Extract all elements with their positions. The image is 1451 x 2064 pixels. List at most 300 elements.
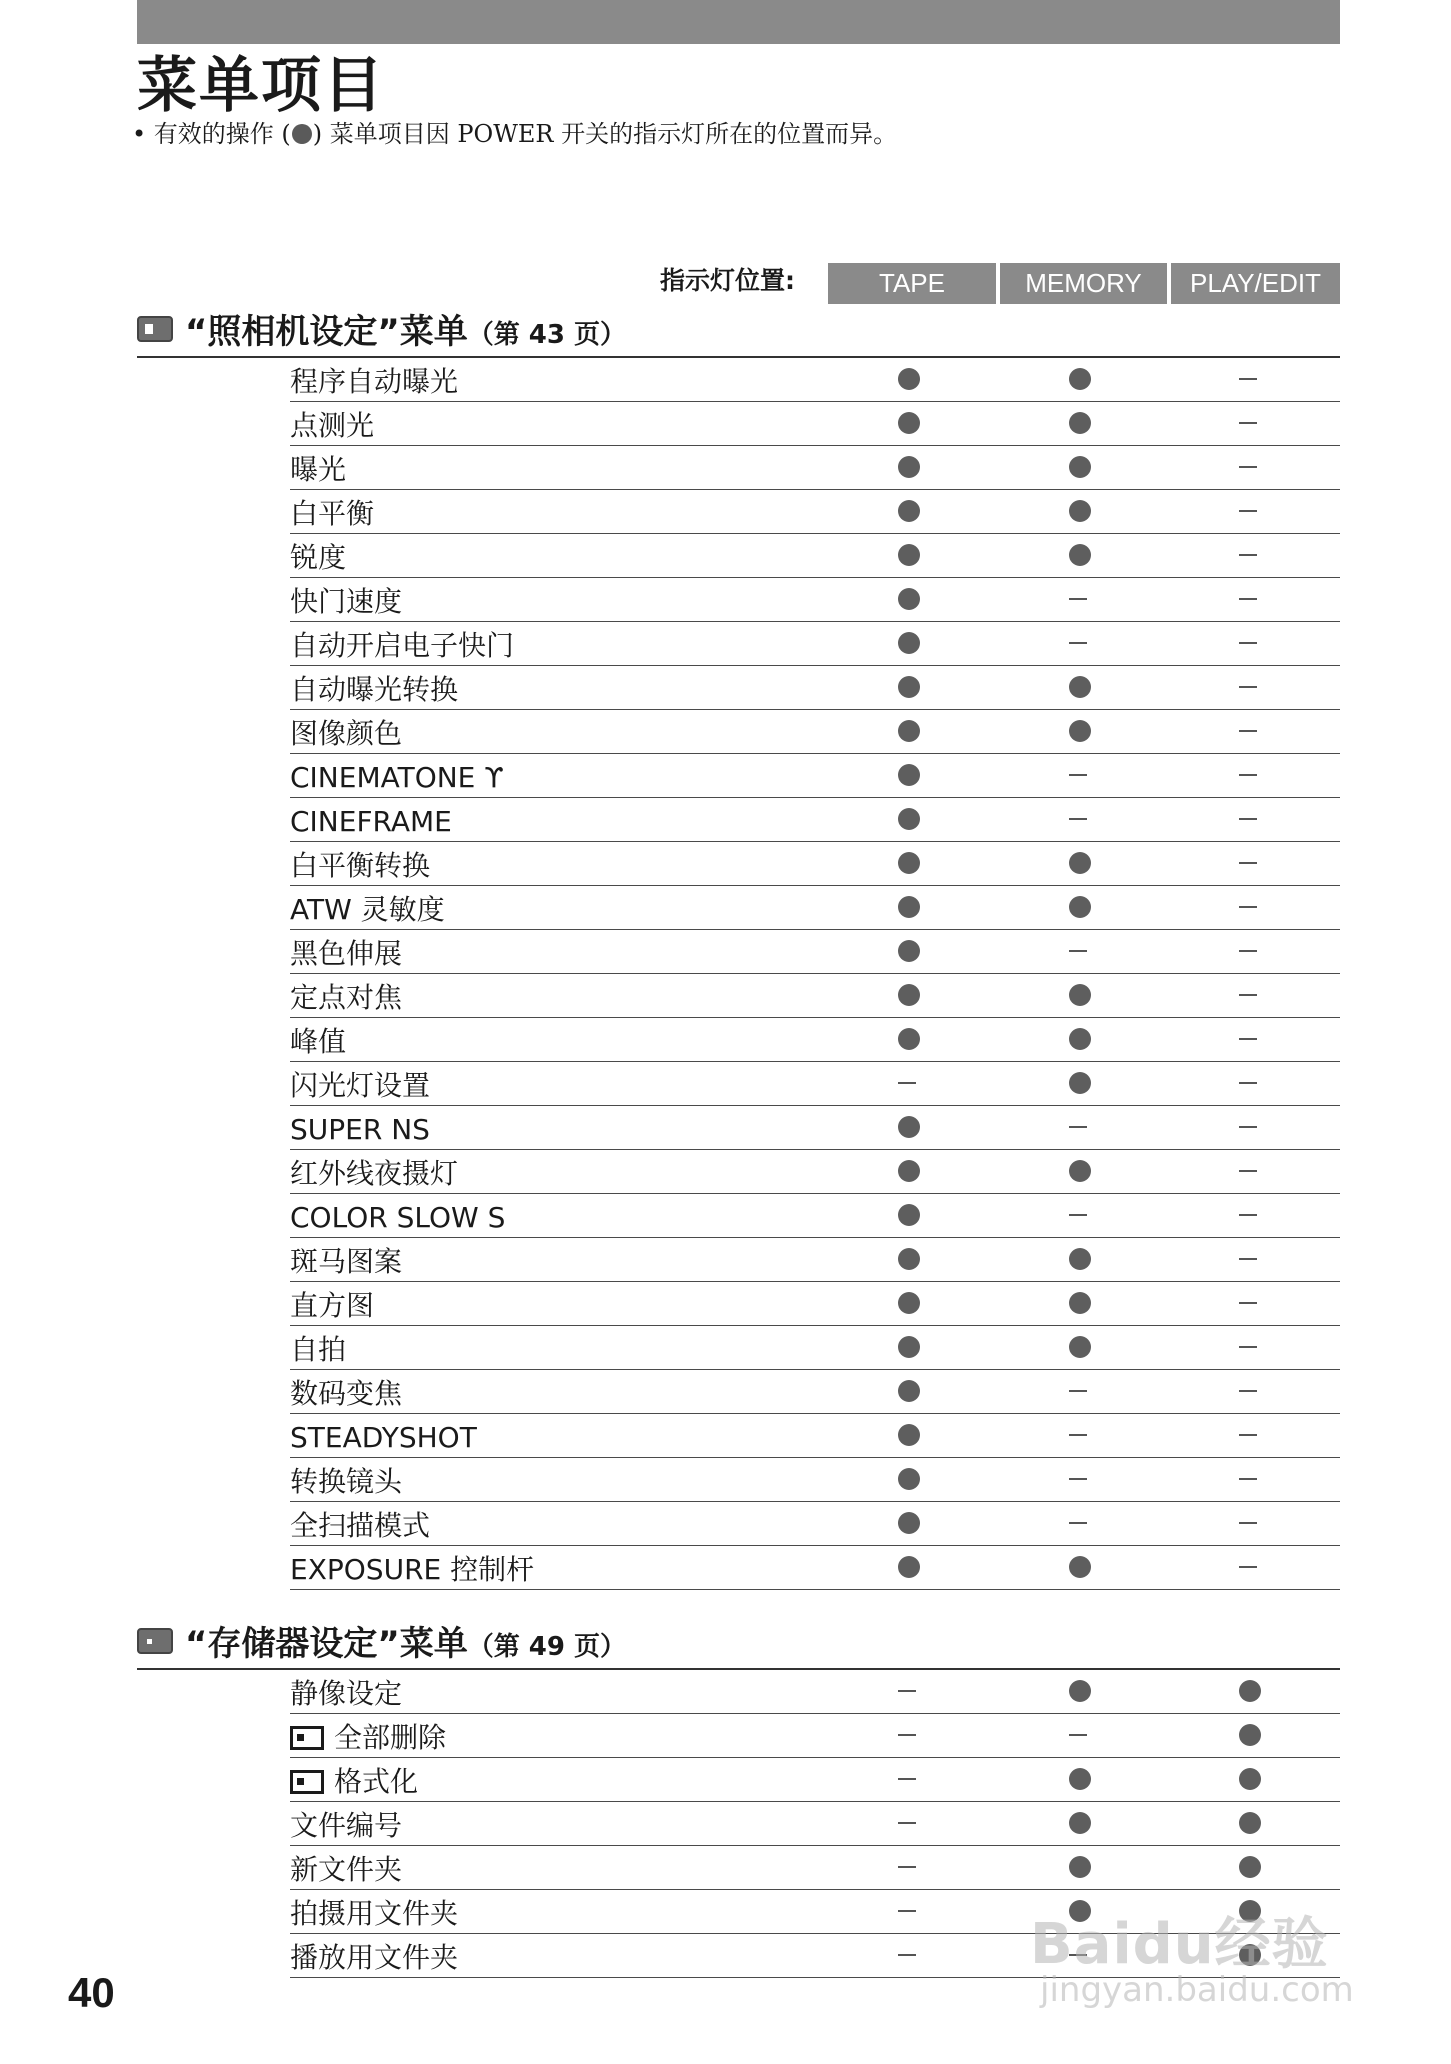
mark-cell-tape bbox=[878, 358, 938, 402]
menu-row bbox=[290, 1846, 1340, 1890]
menu-item-label bbox=[290, 937, 402, 971]
mark-cell-play-edit bbox=[1219, 1370, 1279, 1414]
unavailable-dash-icon bbox=[1239, 642, 1257, 644]
available-dot-icon bbox=[898, 632, 920, 654]
menu-item-text: 斑马图案 bbox=[290, 1245, 403, 1278]
unavailable-dash-icon bbox=[1239, 1038, 1257, 1040]
menu-row bbox=[290, 1062, 1340, 1106]
menu-row bbox=[290, 842, 1340, 886]
available-dot-icon bbox=[1069, 368, 1091, 390]
menu-row bbox=[290, 754, 1340, 798]
mark-cell-play-edit bbox=[1219, 1758, 1279, 1802]
unavailable-dash-icon bbox=[1069, 598, 1087, 600]
unavailable-dash-icon bbox=[1239, 422, 1257, 424]
menu-item-label bbox=[290, 761, 504, 795]
mark-cell-memory bbox=[1049, 1282, 1109, 1326]
mark-cell-memory bbox=[1049, 358, 1109, 402]
menu-item-text: 新文件夹 bbox=[290, 1853, 403, 1886]
mark-cell-memory bbox=[1049, 1062, 1109, 1106]
unavailable-dash-icon bbox=[898, 1866, 916, 1868]
mark-cell-tape bbox=[878, 402, 938, 446]
memory-card-icon bbox=[290, 1770, 324, 1794]
mark-cell-memory bbox=[1049, 622, 1109, 666]
section-title-text: “照相机设定”菜单 bbox=[185, 312, 468, 352]
unavailable-dash-icon bbox=[898, 1954, 916, 1956]
mark-cell-memory bbox=[1049, 578, 1109, 622]
intro-note bbox=[132, 118, 897, 150]
mark-cell-tape bbox=[878, 886, 938, 930]
menu-row bbox=[290, 622, 1340, 666]
mark-cell-memory bbox=[1049, 798, 1109, 842]
available-dot-icon bbox=[898, 808, 920, 830]
menu-item-label bbox=[290, 805, 452, 839]
available-dot-icon bbox=[1069, 1292, 1091, 1314]
unavailable-dash-icon bbox=[1239, 466, 1257, 468]
camera-icon bbox=[137, 316, 173, 342]
mark-cell-tape bbox=[878, 1150, 938, 1194]
menu-item-label bbox=[290, 1157, 458, 1191]
mark-cell-tape bbox=[878, 1326, 938, 1370]
available-dot-icon bbox=[898, 676, 920, 698]
unavailable-dash-icon bbox=[1069, 774, 1087, 776]
mark-cell-memory bbox=[1049, 534, 1109, 578]
unavailable-dash-icon bbox=[1239, 1082, 1257, 1084]
menu-item-text: STEADYSHOT bbox=[290, 1421, 477, 1454]
available-dot-icon bbox=[1069, 1072, 1091, 1094]
unavailable-dash-icon bbox=[1069, 1126, 1087, 1128]
menu-item-text: 黑色伸展 bbox=[290, 937, 403, 970]
menu-item-text: CINEFRAME bbox=[290, 805, 452, 838]
available-dot-icon bbox=[1239, 1724, 1261, 1746]
unavailable-dash-icon bbox=[1239, 774, 1257, 776]
menu-item-label bbox=[290, 629, 514, 663]
menu-item-label bbox=[290, 1377, 402, 1411]
unavailable-dash-icon bbox=[898, 1734, 916, 1736]
menu-item-text: 转换镜头 bbox=[290, 1465, 403, 1498]
mark-cell-play-edit bbox=[1219, 1458, 1279, 1502]
menu-item-label bbox=[290, 849, 430, 883]
mark-cell-play-edit bbox=[1219, 534, 1279, 578]
available-dot-icon bbox=[898, 456, 920, 478]
available-dot-icon bbox=[898, 1512, 920, 1534]
menu-row bbox=[290, 578, 1340, 622]
available-dot-icon bbox=[898, 1292, 920, 1314]
menu-row bbox=[290, 1502, 1340, 1546]
menu-item-text: 闪光灯设置 bbox=[290, 1069, 431, 1102]
available-dot-icon bbox=[1239, 1812, 1261, 1834]
menu-item-text: 白平衡转换 bbox=[290, 849, 431, 882]
menu-item-text: 直方图 bbox=[290, 1289, 375, 1322]
mark-cell-play-edit bbox=[1219, 710, 1279, 754]
available-dot-icon bbox=[898, 1556, 920, 1578]
unavailable-dash-icon bbox=[1239, 598, 1257, 600]
mark-cell-tape bbox=[878, 974, 938, 1018]
available-dot-icon bbox=[1069, 1336, 1091, 1358]
menu-item-label bbox=[290, 1941, 458, 1975]
dot-icon bbox=[292, 124, 312, 144]
menu-row bbox=[290, 666, 1340, 710]
unavailable-dash-icon bbox=[1239, 994, 1257, 996]
menu-item-label bbox=[290, 585, 402, 619]
mark-cell-tape bbox=[878, 578, 938, 622]
unavailable-dash-icon bbox=[1239, 1170, 1257, 1172]
available-dot-icon bbox=[898, 720, 920, 742]
mark-cell-play-edit bbox=[1219, 1018, 1279, 1062]
menu-item-text: 自动开启电子快门 bbox=[290, 629, 515, 662]
mark-cell-tape bbox=[878, 1670, 938, 1714]
section-header bbox=[137, 308, 1340, 358]
unavailable-dash-icon bbox=[1239, 1478, 1257, 1480]
mark-cell-tape bbox=[878, 1890, 938, 1934]
menu-row bbox=[290, 1370, 1340, 1414]
mark-cell-tape bbox=[878, 1106, 938, 1150]
menu-row bbox=[290, 1018, 1340, 1062]
mark-cell-memory bbox=[1049, 1758, 1109, 1802]
mark-cell-memory bbox=[1049, 710, 1109, 754]
mark-cell-tape bbox=[878, 1802, 938, 1846]
available-dot-icon bbox=[1069, 1556, 1091, 1578]
unavailable-dash-icon bbox=[1239, 510, 1257, 512]
available-dot-icon bbox=[1069, 456, 1091, 478]
menu-item-text: 自动曝光转换 bbox=[290, 673, 459, 706]
mark-cell-tape bbox=[878, 1458, 938, 1502]
menu-item-text: COLOR SLOW S bbox=[290, 1201, 506, 1234]
mark-cell-tape bbox=[878, 1846, 938, 1890]
unavailable-dash-icon bbox=[1239, 1302, 1257, 1304]
menu-item-text: 文件编号 bbox=[290, 1809, 403, 1842]
mark-cell-memory bbox=[1049, 1714, 1109, 1758]
unavailable-dash-icon bbox=[1069, 818, 1087, 820]
menu-item-label bbox=[290, 1289, 374, 1323]
unavailable-dash-icon bbox=[1239, 818, 1257, 820]
mark-cell-memory bbox=[1049, 1150, 1109, 1194]
menu-item-label bbox=[290, 1113, 430, 1147]
unavailable-dash-icon bbox=[898, 1778, 916, 1780]
mark-cell-tape bbox=[878, 490, 938, 534]
menu-item-text: 白平衡 bbox=[290, 497, 375, 530]
available-dot-icon bbox=[1069, 852, 1091, 874]
mark-cell-tape bbox=[878, 446, 938, 490]
menu-item-label bbox=[290, 1809, 402, 1843]
menu-row bbox=[290, 402, 1340, 446]
section-title bbox=[185, 1622, 626, 1669]
menu-item-text: CINEMATONE ϒ bbox=[290, 761, 504, 794]
mark-cell-tape bbox=[878, 1714, 938, 1758]
menu-item-text: 快门速度 bbox=[290, 585, 403, 618]
available-dot-icon bbox=[1239, 1856, 1261, 1878]
available-dot-icon bbox=[898, 1336, 920, 1358]
menu-item-text: 全扫描模式 bbox=[290, 1509, 431, 1542]
available-dot-icon bbox=[898, 1028, 920, 1050]
menu-item-text: 自拍 bbox=[290, 1333, 347, 1366]
unavailable-dash-icon bbox=[1239, 1390, 1257, 1392]
unavailable-dash-icon bbox=[898, 1822, 916, 1824]
available-dot-icon bbox=[1069, 1768, 1091, 1790]
menu-item-label bbox=[290, 1421, 477, 1455]
mark-cell-memory bbox=[1049, 446, 1109, 490]
menu-item-label bbox=[290, 1245, 402, 1279]
mark-cell-memory bbox=[1049, 1370, 1109, 1414]
available-dot-icon bbox=[898, 1468, 920, 1490]
unavailable-dash-icon bbox=[1239, 554, 1257, 556]
unavailable-dash-icon bbox=[1239, 950, 1257, 952]
intro-note-suffix: ) 菜单项目因 POWER 开关的指示灯所在的位置而异。 bbox=[312, 120, 898, 148]
menu-item-label bbox=[290, 365, 458, 399]
watermark bbox=[1030, 1900, 1354, 2020]
mark-cell-tape bbox=[878, 754, 938, 798]
mark-cell-tape bbox=[878, 1238, 938, 1282]
menu-item-text: 拍摄用文件夹 bbox=[290, 1897, 459, 1930]
menu-row bbox=[290, 974, 1340, 1018]
menu-item-text: 图像颜色 bbox=[290, 717, 403, 750]
available-dot-icon bbox=[1069, 1028, 1091, 1050]
unavailable-dash-icon bbox=[1069, 1734, 1087, 1736]
mark-cell-play-edit bbox=[1219, 842, 1279, 886]
available-dot-icon bbox=[1069, 1160, 1091, 1182]
section-page-ref: （第 49 页） bbox=[467, 1632, 626, 1662]
mark-cell-memory bbox=[1049, 1502, 1109, 1546]
mark-cell-play-edit bbox=[1219, 1546, 1279, 1590]
mode-header-play-edit: PLAY/EDIT bbox=[1171, 263, 1340, 304]
mark-cell-tape bbox=[878, 1934, 938, 1978]
menu-item-text: ATW 灵敏度 bbox=[290, 893, 445, 926]
menu-row bbox=[290, 798, 1340, 842]
unavailable-dash-icon bbox=[1069, 950, 1087, 952]
menu-row bbox=[290, 1458, 1340, 1502]
unavailable-dash-icon bbox=[1069, 1390, 1087, 1392]
menu-row bbox=[290, 1714, 1340, 1758]
mark-cell-tape bbox=[878, 842, 938, 886]
mark-cell-memory bbox=[1049, 754, 1109, 798]
menu-item-text: 红外线夜摄灯 bbox=[290, 1157, 459, 1190]
mark-cell-play-edit bbox=[1219, 1414, 1279, 1458]
available-dot-icon bbox=[1069, 984, 1091, 1006]
menu-item-text: 曝光 bbox=[290, 453, 347, 486]
available-dot-icon bbox=[1069, 1680, 1091, 1702]
available-dot-icon bbox=[1069, 896, 1091, 918]
watermark-url: jingyan.baidu.com bbox=[1040, 1970, 1354, 2010]
available-dot-icon bbox=[898, 764, 920, 786]
menu-row bbox=[290, 1758, 1340, 1802]
page-number: 40 bbox=[68, 1969, 115, 2016]
menu-row bbox=[290, 1150, 1340, 1194]
memory-card-icon bbox=[137, 1628, 173, 1654]
mark-cell-memory bbox=[1049, 842, 1109, 886]
unavailable-dash-icon bbox=[1239, 906, 1257, 908]
mark-cell-memory bbox=[1049, 1458, 1109, 1502]
available-dot-icon bbox=[898, 1424, 920, 1446]
mark-cell-memory bbox=[1049, 1802, 1109, 1846]
menu-row bbox=[290, 446, 1340, 490]
available-dot-icon bbox=[898, 1160, 920, 1182]
mark-cell-play-edit bbox=[1219, 578, 1279, 622]
available-dot-icon bbox=[898, 940, 920, 962]
mark-cell-play-edit bbox=[1219, 446, 1279, 490]
mark-cell-play-edit bbox=[1219, 1062, 1279, 1106]
menu-item-text: 峰值 bbox=[290, 1025, 347, 1058]
unavailable-dash-icon bbox=[1069, 1214, 1087, 1216]
mark-cell-play-edit bbox=[1219, 930, 1279, 974]
available-dot-icon bbox=[898, 412, 920, 434]
mark-cell-play-edit bbox=[1219, 1194, 1279, 1238]
menu-item-text: 静像设定 bbox=[290, 1677, 403, 1710]
unavailable-dash-icon bbox=[1069, 1478, 1087, 1480]
mark-cell-play-edit bbox=[1219, 1238, 1279, 1282]
section-page-ref: （第 43 页） bbox=[467, 320, 626, 350]
mark-cell-memory bbox=[1049, 1238, 1109, 1282]
menu-row bbox=[290, 1326, 1340, 1370]
menu-row bbox=[290, 886, 1340, 930]
mark-cell-play-edit bbox=[1219, 1670, 1279, 1714]
mark-cell-memory bbox=[1049, 1414, 1109, 1458]
available-dot-icon bbox=[1239, 1680, 1261, 1702]
available-dot-icon bbox=[898, 1248, 920, 1270]
unavailable-dash-icon bbox=[1239, 730, 1257, 732]
available-dot-icon bbox=[898, 368, 920, 390]
menu-row bbox=[290, 1546, 1340, 1590]
mark-cell-tape bbox=[878, 1018, 938, 1062]
menu-row bbox=[290, 1414, 1340, 1458]
mark-cell-memory bbox=[1049, 1546, 1109, 1590]
top-bar bbox=[137, 0, 1340, 44]
mark-cell-memory bbox=[1049, 1670, 1109, 1714]
mark-cell-play-edit bbox=[1219, 798, 1279, 842]
page-title: 菜单项目 bbox=[137, 51, 385, 121]
available-dot-icon bbox=[898, 896, 920, 918]
menu-row bbox=[290, 930, 1340, 974]
available-dot-icon bbox=[1069, 412, 1091, 434]
mark-cell-play-edit bbox=[1219, 1502, 1279, 1546]
mark-cell-play-edit bbox=[1219, 1802, 1279, 1846]
available-dot-icon bbox=[1069, 500, 1091, 522]
mark-cell-memory bbox=[1049, 1106, 1109, 1150]
menu-item-label bbox=[290, 1721, 446, 1755]
mark-cell-memory bbox=[1049, 886, 1109, 930]
unavailable-dash-icon bbox=[1069, 1522, 1087, 1524]
menu-row bbox=[290, 1106, 1340, 1150]
menu-item-label bbox=[290, 1333, 346, 1367]
menu-item-label bbox=[290, 1509, 430, 1543]
menu-item-text: 锐度 bbox=[290, 541, 347, 574]
mark-cell-memory bbox=[1049, 1018, 1109, 1062]
menu-item-label bbox=[290, 453, 346, 487]
watermark-logo: Baidu经验 bbox=[1030, 1912, 1329, 1977]
available-dot-icon bbox=[898, 544, 920, 566]
menu-row bbox=[290, 1194, 1340, 1238]
mark-cell-tape bbox=[878, 1062, 938, 1106]
mark-cell-tape bbox=[878, 622, 938, 666]
mark-cell-tape bbox=[878, 666, 938, 710]
unavailable-dash-icon bbox=[1239, 1522, 1257, 1524]
unavailable-dash-icon bbox=[898, 1690, 916, 1692]
unavailable-dash-icon bbox=[1239, 378, 1257, 380]
menu-table bbox=[290, 358, 1340, 1590]
available-dot-icon bbox=[1069, 720, 1091, 742]
unavailable-dash-icon bbox=[898, 1910, 916, 1912]
menu-item-label bbox=[290, 1765, 418, 1799]
menu-item-label bbox=[290, 1897, 458, 1931]
menu-item-label bbox=[290, 1853, 402, 1887]
menu-item-text: 格式化 bbox=[334, 1765, 419, 1798]
menu-item-label bbox=[290, 1677, 402, 1711]
intro-note-prefix: • 有效的操作 ( bbox=[132, 120, 291, 148]
menu-item-text: 点测光 bbox=[290, 409, 375, 442]
menu-item-label bbox=[290, 717, 402, 751]
unavailable-dash-icon bbox=[1239, 1434, 1257, 1436]
unavailable-dash-icon bbox=[898, 1082, 916, 1084]
mark-cell-play-edit bbox=[1219, 1846, 1279, 1890]
mark-cell-play-edit bbox=[1219, 1326, 1279, 1370]
available-dot-icon bbox=[1239, 1768, 1261, 1790]
unavailable-dash-icon bbox=[1239, 1214, 1257, 1216]
available-dot-icon bbox=[1069, 1856, 1091, 1878]
menu-item-text: EXPOSURE 控制杆 bbox=[290, 1553, 535, 1586]
mark-cell-play-edit bbox=[1219, 754, 1279, 798]
menu-item-label bbox=[290, 1069, 430, 1103]
available-dot-icon bbox=[898, 1204, 920, 1226]
mark-cell-memory bbox=[1049, 1194, 1109, 1238]
menu-row bbox=[290, 534, 1340, 578]
menu-item-text: 播放用文件夹 bbox=[290, 1941, 459, 1974]
mark-cell-tape bbox=[878, 798, 938, 842]
menu-item-text: 数码变焦 bbox=[290, 1377, 403, 1410]
mark-cell-memory bbox=[1049, 974, 1109, 1018]
unavailable-dash-icon bbox=[1069, 642, 1087, 644]
menu-item-text: 程序自动曝光 bbox=[290, 365, 459, 398]
menu-item-label bbox=[290, 497, 374, 531]
mark-cell-play-edit bbox=[1219, 622, 1279, 666]
mark-cell-tape bbox=[878, 930, 938, 974]
available-dot-icon bbox=[1069, 544, 1091, 566]
mark-cell-play-edit bbox=[1219, 490, 1279, 534]
unavailable-dash-icon bbox=[1069, 1434, 1087, 1436]
mark-cell-tape bbox=[878, 534, 938, 578]
unavailable-dash-icon bbox=[1239, 1346, 1257, 1348]
unavailable-dash-icon bbox=[1239, 686, 1257, 688]
mark-cell-play-edit bbox=[1219, 1714, 1279, 1758]
unavailable-dash-icon bbox=[1239, 1126, 1257, 1128]
mark-cell-tape bbox=[878, 1194, 938, 1238]
mark-cell-tape bbox=[878, 1758, 938, 1802]
mark-cell-memory bbox=[1049, 490, 1109, 534]
menu-item-text: SUPER NS bbox=[290, 1113, 430, 1146]
available-dot-icon bbox=[898, 1380, 920, 1402]
available-dot-icon bbox=[898, 1116, 920, 1138]
mark-cell-play-edit bbox=[1219, 886, 1279, 930]
menu-row bbox=[290, 1802, 1340, 1846]
unavailable-dash-icon bbox=[1239, 1258, 1257, 1260]
menu-row bbox=[290, 1238, 1340, 1282]
menu-item-label bbox=[290, 541, 346, 575]
available-dot-icon bbox=[1069, 676, 1091, 698]
menu-item-label bbox=[290, 1025, 346, 1059]
mark-cell-play-edit bbox=[1219, 1282, 1279, 1326]
mark-cell-play-edit bbox=[1219, 1150, 1279, 1194]
section-header bbox=[137, 1620, 1340, 1670]
mark-cell-memory bbox=[1049, 402, 1109, 446]
menu-row bbox=[290, 490, 1340, 534]
indicator-position-label: 指示灯位置: bbox=[660, 266, 795, 295]
available-dot-icon bbox=[898, 852, 920, 874]
mark-cell-memory bbox=[1049, 1326, 1109, 1370]
menu-item-label bbox=[290, 673, 458, 707]
mark-cell-play-edit bbox=[1219, 666, 1279, 710]
available-dot-icon bbox=[898, 588, 920, 610]
unavailable-dash-icon bbox=[1239, 1566, 1257, 1568]
menu-row bbox=[290, 358, 1340, 402]
mark-cell-tape bbox=[878, 1370, 938, 1414]
available-dot-icon bbox=[898, 500, 920, 522]
